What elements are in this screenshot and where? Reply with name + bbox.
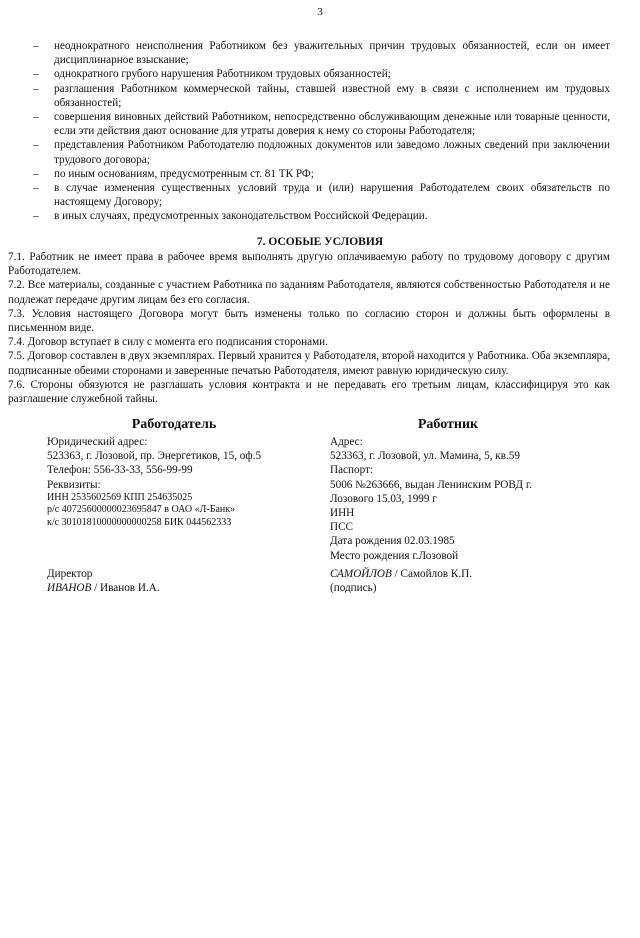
employer-phone: Телефон: 556-33-33, 556-99-99 <box>47 464 193 477</box>
bullet-dash: – <box>33 40 39 52</box>
clause-7-5: 7.5. Договор составлен в двух экземплярах. Первый хранится у Работодателя, второй находится у Работника. Оба экземпляра, подписанные обеими сторонами и заверенные печатью Работодателя, имеют равную юридическую силу. <box>8 350 610 377</box>
special-conditions <box>8 250 610 406</box>
employee-signature-line <box>330 567 472 581</box>
employer-requisites-label: Реквизиты: <box>47 478 101 491</box>
employer-signature: ИВАНОВ <box>47 582 92 595</box>
list-item <box>0 181 640 209</box>
list-item-text: однократного грубого нарушения Работником трудовых обязанностей; <box>54 68 391 81</box>
employee-passport-line2: Лозового 15.03, 1999 г <box>330 492 437 505</box>
bullet-dash: – <box>33 139 39 152</box>
employee-signature-block <box>330 567 472 595</box>
employer-address: 523363, г. Лозовой, пр. Энергетиков, 15, оф.5 <box>47 450 262 463</box>
employee-details <box>330 416 610 563</box>
bullet-dash: – <box>33 210 39 223</box>
bullet-dash: – <box>33 68 39 81</box>
list-item <box>0 67 640 81</box>
list-item-text: в случае изменения существенных условий труда и (или) нарушения Работодателем своих обязательств по настоящему Договору; <box>54 182 610 209</box>
bullet-dash: – <box>33 167 39 180</box>
list-item <box>0 209 640 223</box>
employee-address-label: Адрес: <box>330 436 363 448</box>
employee-heading: Работник <box>417 417 479 432</box>
list-item-text: в иных случаях, предусмотренных законодательством Российской Федерации. <box>54 210 428 223</box>
employee-passport-line1: 5006 №263666, выдан Ленинским РОВД г. <box>330 478 532 491</box>
employee-birth-place: Место рождения г.Лозовой <box>330 549 459 562</box>
list-item <box>0 167 640 181</box>
clause-7-6: 7.6. Стороны обязуются не разглашать условия контракта и не передавать его третьим лицам, классифицируя это как разглашение служебной тайны. <box>8 378 610 406</box>
list-item-text: по иным основаниям, предусмотренным ст. 81 ТК РФ; <box>54 167 314 180</box>
termination-grounds-list <box>0 39 640 224</box>
employer-signature-block <box>47 567 160 595</box>
employer-corr-account: к/с 30101810000000000258 БИК 044562333 <box>47 516 232 528</box>
clause-7-1: 7.1. Работник не имеет права в рабочее время выполнять другую оплачиваемую работу по трудовому договору с другим Работодателем. <box>8 251 610 278</box>
section-title: 7. ОСОБЫЕ УСЛОВИЯ <box>256 236 384 248</box>
employer-inn-kpp: ИНН 2535602569 КПП 254635025 <box>47 491 193 503</box>
employee-pss: ПСС <box>330 521 354 534</box>
list-item-text: представления Работником Работодателю подложных документов или заведомо ложных сведений при заключении трудового договора; <box>54 139 610 166</box>
employee-inn: ИНН <box>330 507 355 520</box>
list-item-text: неоднократного неисполнения Работником без уважительных причин трудовых обязанностей, если он имеет дисциплинарное взыскание; <box>54 40 610 67</box>
employee-address: 523363, г. Лозовой, ул. Мамина, 5, кв.59 <box>330 450 520 463</box>
list-item <box>0 110 640 138</box>
employer-address-label: Юридический адрес: <box>47 436 148 448</box>
list-item <box>0 82 640 110</box>
employer-account: р/с 40725600000023695847 в ОАО «Л-Банк» <box>47 504 236 516</box>
employer-signature-line <box>47 581 160 595</box>
bullet-dash: – <box>33 82 39 95</box>
clause-7-2: 7.2. Все материалы, созданные с участием Работника по заданиям Работодателя, являются собственностью Работодателя и не подлежат передаче другим лицам без его согласия. <box>8 279 610 306</box>
list-item-text: разглашения Работником коммерческой тайны, ставшей известной ему в связи с исполнением им трудовых обязанностей; <box>54 82 610 109</box>
employer-position: Директор <box>47 568 93 580</box>
bullet-dash: – <box>33 111 39 124</box>
employee-signature-note: (подпись) <box>330 582 377 595</box>
employee-birth-date: Дата рождения 02.03.1985 <box>330 535 455 548</box>
employee-passport-label: Паспорт: <box>330 464 374 477</box>
employer-signature-name: / Иванов И.А. <box>91 582 160 595</box>
employer-details <box>47 416 317 529</box>
list-item-text: совершения виновных действий Работником, непосредственно обслуживающим денежные или товарные ценности, если эти действия дают основание для утраты доверия к нему со стороны Работодателя; <box>54 111 610 138</box>
employer-heading: Работодатель <box>131 417 217 432</box>
employee-signature: САМОЙЛОВ <box>330 568 392 580</box>
clause-7-3: 7.3. Условия настоящего Договора могут быть изменены только по согласию сторон и должны быть оформлены в письменном виде. <box>8 307 610 335</box>
page-number: 3 <box>317 6 323 18</box>
employee-signature-name: / Самойлов К.П. <box>391 568 473 580</box>
clause-7-4: 7.4. Договор вступает в силу с момента его подписания сторонами. <box>8 336 328 349</box>
bullet-dash: – <box>33 182 39 195</box>
list-item <box>0 138 640 166</box>
list-item <box>0 39 640 67</box>
